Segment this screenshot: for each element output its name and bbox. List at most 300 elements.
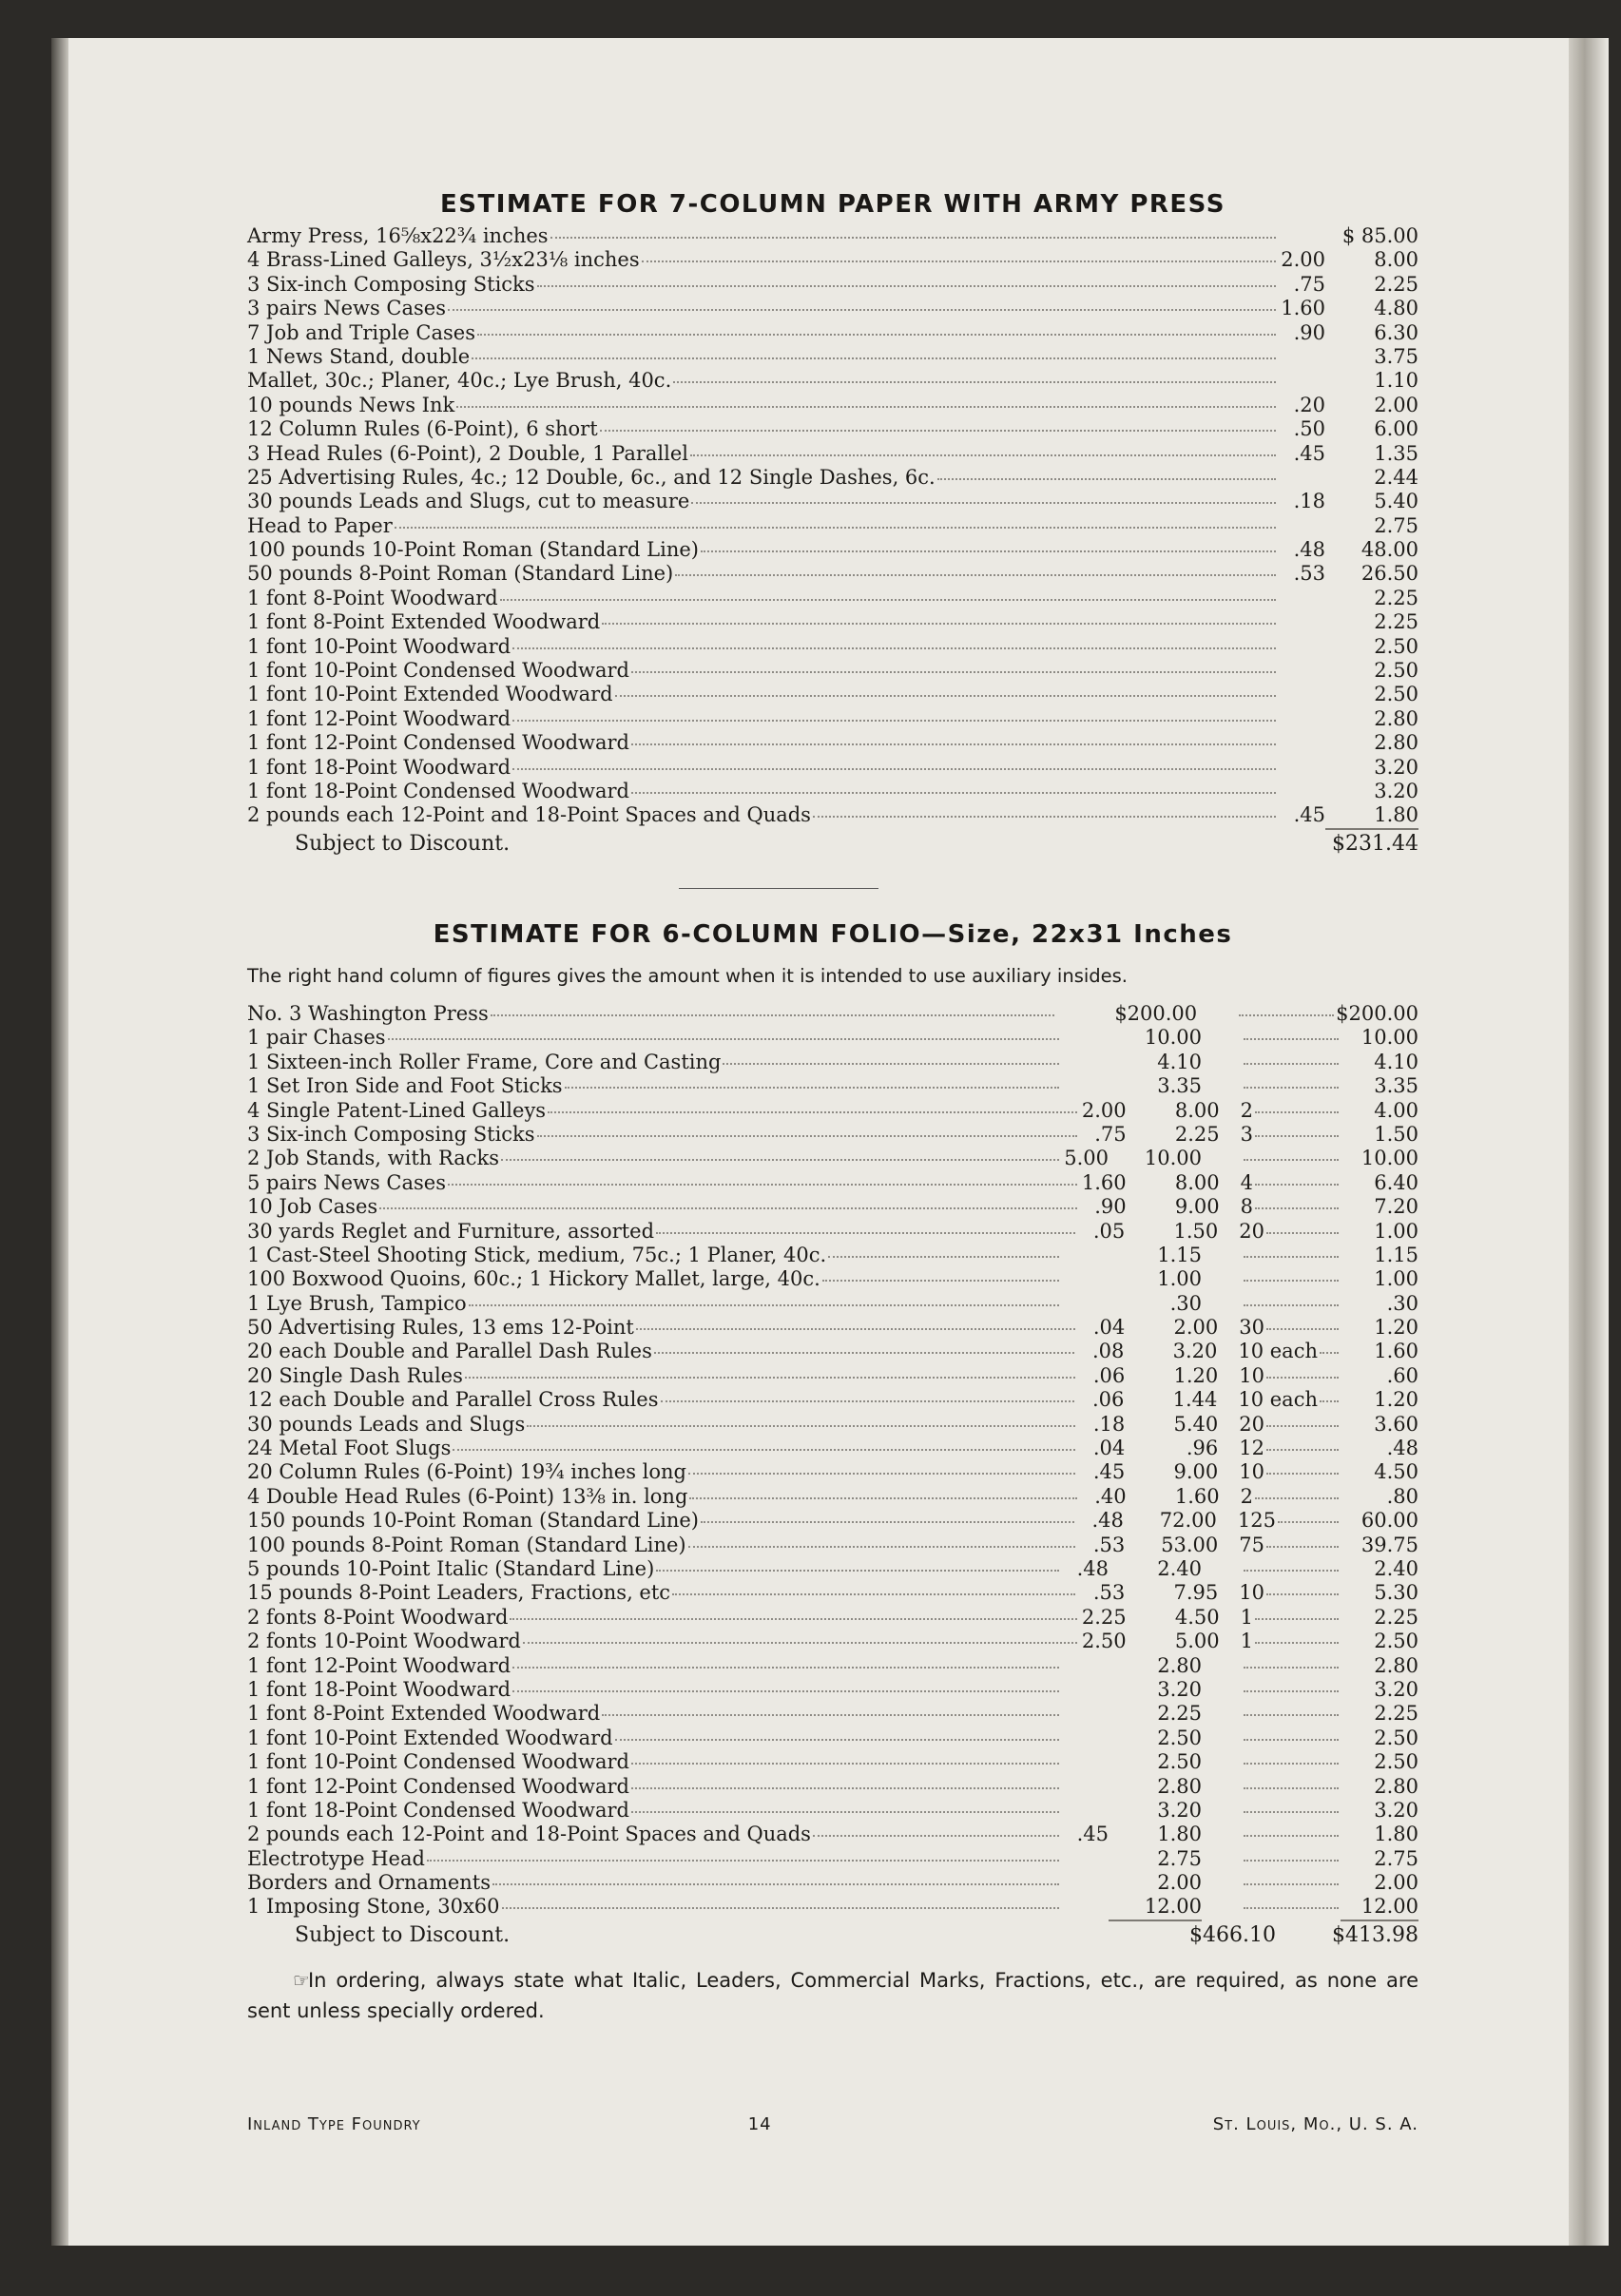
dot-leader [465, 1377, 1075, 1379]
unit-price: 2.00 [1281, 248, 1325, 272]
dot-leader [1244, 1883, 1339, 1885]
dot-leader [472, 357, 1276, 359]
item-description: 50 Advertising Rules, 13 ems 12-Point [247, 1316, 634, 1340]
table-row [247, 635, 1418, 659]
line-amount: 2.80 [1374, 731, 1418, 755]
dot-leader [1266, 1328, 1339, 1330]
table-row [247, 1678, 1418, 1702]
dot-leader [600, 430, 1276, 432]
table-row [247, 514, 1418, 538]
line-amount: 4.50 [1174, 1605, 1220, 1629]
item-description: 1 Sixteen-inch Roller Frame, Core and Casting [247, 1050, 722, 1073]
table-row [247, 1895, 1418, 1919]
auxiliary-amount: 60.00 [1360, 1509, 1418, 1533]
auxiliary-quantity: 1 [1240, 1605, 1253, 1629]
line-amount: 72.00 [1159, 1509, 1217, 1533]
dot-leader [828, 1256, 1059, 1258]
table-row [247, 345, 1418, 369]
line-amount: 8.00 [1374, 248, 1418, 272]
auxiliary-amount: 1.80 [1374, 1823, 1418, 1846]
dot-leader [673, 381, 1276, 383]
table-row [247, 1702, 1418, 1726]
table-row [247, 659, 1418, 683]
item-description: 1 font 8-Point Woodward [247, 586, 498, 609]
line-amount: 3.20 [1157, 1798, 1202, 1822]
item-description: 30 yards Reglet and Furniture, assorted [247, 1219, 655, 1243]
dot-leader [656, 1232, 1075, 1234]
dot-leader [548, 1111, 1077, 1113]
line-amount: 2.00 [1157, 1871, 1202, 1895]
table-row [247, 224, 1418, 248]
dot-leader [1244, 1304, 1339, 1306]
item-description: 3 Six-inch Composing Sticks [247, 1122, 535, 1146]
dot-leader [1320, 1352, 1339, 1354]
dot-leader [615, 1739, 1059, 1741]
line-amount: .30 [1169, 1291, 1202, 1315]
unit-price: .04 [1092, 1316, 1126, 1340]
line-amount: 7.95 [1173, 1581, 1219, 1605]
subject-to-discount-label: Subject to Discount. [295, 831, 511, 856]
line-amount: 12.00 [1109, 1895, 1202, 1920]
line-amount: 2.25 [1174, 1122, 1220, 1146]
auxiliary-amount: 1.00 [1374, 1219, 1418, 1243]
table-row [247, 369, 1418, 393]
unit-price: .48 [1076, 1556, 1109, 1580]
line-amount: 5.40 [1173, 1412, 1219, 1436]
item-description: 2 Job Stands, with Racks [247, 1147, 500, 1170]
dot-leader [448, 309, 1276, 311]
table-row [247, 1123, 1418, 1147]
dot-leader [527, 1425, 1075, 1427]
line-amount: 3.20 [1172, 1340, 1218, 1363]
unit-price: .18 [1293, 490, 1325, 513]
line-amount: 8.00 [1174, 1170, 1220, 1194]
item-description: 30 pounds Leads and Slugs, cut to measure [247, 490, 690, 513]
item-description: 1 font 12-Point Woodward [247, 1653, 511, 1677]
line-amount: 2.50 [1157, 1750, 1202, 1774]
dot-leader [1320, 1400, 1339, 1402]
dot-leader [1255, 1497, 1339, 1499]
auxiliary-amount: 10.00 [1360, 1026, 1418, 1050]
line-amount: 48.00 [1360, 538, 1418, 562]
auxiliary-quantity: 1 [1240, 1630, 1253, 1653]
unit-price: .90 [1094, 1195, 1127, 1219]
table-row [247, 562, 1418, 586]
line-amount: 9.00 [1173, 1460, 1219, 1484]
dot-leader [631, 792, 1276, 794]
line-amount: 5.00 [1174, 1630, 1220, 1653]
auxiliary-amount: 4.10 [1374, 1050, 1418, 1073]
dot-leader [512, 1667, 1059, 1669]
item-description: 2 fonts 10-Point Woodward [247, 1630, 521, 1653]
dot-leader [1266, 1593, 1339, 1595]
unit-price: .45 [1092, 1460, 1126, 1484]
line-amount: 2.80 [1374, 706, 1418, 730]
dot-leader [1244, 1280, 1339, 1282]
dot-leader [937, 478, 1276, 480]
dot-leader [1266, 1449, 1339, 1451]
line-amount: 2.50 [1374, 683, 1418, 706]
auxiliary-quantity: 75 [1239, 1533, 1264, 1556]
auxiliary-amount: 4.50 [1374, 1460, 1418, 1484]
auxiliary-amount: 1.20 [1374, 1316, 1418, 1340]
item-description: 2 fonts 8-Point Woodward [247, 1605, 509, 1629]
item-description: 50 pounds 8-Point Roman (Standard Line) [247, 562, 674, 586]
table-row [247, 1557, 1418, 1581]
unit-price: .45 [1293, 803, 1325, 827]
auxiliary-amount: 2.25 [1374, 1605, 1418, 1629]
auxiliary-amount: 2.00 [1374, 1871, 1418, 1895]
item-description: 5 pairs News Cases [247, 1170, 447, 1194]
auxiliary-quantity: 4 [1240, 1170, 1253, 1194]
line-amount: 53.00 [1161, 1533, 1219, 1556]
line-amount: 2.75 [1374, 513, 1418, 537]
dot-leader [1255, 1111, 1339, 1113]
table-row [247, 780, 1418, 803]
dot-leader [565, 1087, 1059, 1089]
dot-leader [1255, 1642, 1339, 1644]
table-row [247, 1292, 1418, 1316]
dot-leader [631, 743, 1276, 745]
auxiliary-quantity: 10 [1239, 1581, 1264, 1605]
item-description: 1 Imposing Stone, 30x60 [247, 1895, 500, 1919]
unit-price: .45 [1293, 441, 1325, 465]
item-description: Electrotype Head [247, 1846, 425, 1870]
dot-leader [523, 1642, 1077, 1644]
table-row [247, 466, 1418, 490]
unit-price: .48 [1091, 1509, 1124, 1533]
unit-price: .04 [1092, 1437, 1126, 1460]
dot-leader [512, 720, 1276, 722]
footer-publisher: Inland Type Foundry [247, 2114, 421, 2134]
table-row [247, 442, 1418, 466]
auxiliary-amount: 3.35 [1374, 1074, 1418, 1098]
line-amount: 3.20 [1374, 755, 1418, 779]
page-number: 14 [747, 2114, 772, 2134]
estimate-6-column-table [247, 1002, 1418, 1920]
auxiliary-amount: 1.15 [1374, 1243, 1418, 1266]
dot-leader [469, 1304, 1059, 1306]
line-amount: 2.50 [1374, 659, 1418, 683]
unit-price: .50 [1293, 417, 1325, 441]
dot-leader [427, 1860, 1059, 1862]
dot-leader [689, 1497, 1076, 1499]
unit-price: .48 [1293, 538, 1325, 562]
dot-leader [510, 1618, 1076, 1620]
item-description: 25 Advertising Rules, 4c.; 12 Double, 6c., and 12 Single Dashes, 6c. [247, 465, 936, 489]
dot-leader [615, 695, 1276, 697]
item-description: 1 Lye Brush, Tampico [247, 1291, 467, 1315]
auxiliary-quantity: 10 each [1238, 1340, 1318, 1363]
dot-leader [1244, 1038, 1339, 1040]
dot-leader [1255, 1184, 1339, 1186]
line-amount: .96 [1186, 1437, 1219, 1460]
dot-leader [631, 671, 1276, 673]
table-row [247, 683, 1418, 706]
line-amount: 1.80 [1157, 1823, 1202, 1846]
estimate-6-column-total-auxiliary: $413.98 [1332, 1922, 1418, 1947]
auxiliary-quantity: 2 [1240, 1484, 1253, 1508]
item-description: 12 Column Rules (6-Point), 6 short [247, 417, 598, 441]
unit-price: .20 [1293, 393, 1325, 416]
line-amount: 1.35 [1374, 441, 1418, 465]
unit-price: .06 [1091, 1388, 1125, 1412]
line-amount: 1.50 [1173, 1219, 1219, 1243]
dot-leader [631, 1787, 1059, 1789]
item-description: 1 font 18-Point Woodward [247, 1677, 511, 1701]
line-amount: 4.80 [1374, 297, 1418, 320]
table-row [247, 1267, 1418, 1291]
dot-leader [813, 816, 1276, 818]
table-row [247, 1099, 1418, 1123]
auxiliary-quantity: 12 [1239, 1437, 1264, 1460]
table-row [247, 1871, 1418, 1895]
item-description: 30 pounds Leads and Slugs [247, 1412, 526, 1436]
table-row [247, 731, 1418, 755]
dot-leader [456, 406, 1276, 408]
page-footer [247, 2114, 1418, 2134]
line-amount: 6.00 [1374, 417, 1418, 441]
table-row [247, 1437, 1418, 1460]
item-description: 1 News Stand, double [247, 344, 471, 368]
ordering-note [247, 1965, 1418, 2026]
dot-leader [550, 237, 1276, 239]
dot-leader [1244, 1063, 1339, 1065]
table-row [247, 1413, 1418, 1437]
dot-leader [512, 768, 1276, 770]
line-amount: 2.00 [1374, 393, 1418, 416]
auxiliary-amount: 4.00 [1374, 1098, 1418, 1122]
estimate-6-column-total: $466.10 [1189, 1922, 1276, 1947]
dot-leader [654, 1352, 1075, 1354]
table-row [247, 610, 1418, 634]
dot-leader [688, 1546, 1076, 1548]
dot-leader [448, 1184, 1077, 1186]
item-description: 4 Single Patent-Lined Galleys [247, 1098, 547, 1122]
dot-leader [1244, 1907, 1339, 1909]
auxiliary-quantity: 125 [1237, 1509, 1276, 1533]
dot-leader [1255, 1618, 1339, 1620]
auxiliary-amount: 2.80 [1374, 1653, 1418, 1677]
unit-price: .08 [1091, 1340, 1125, 1363]
page-edge [51, 38, 68, 2246]
auxiliary-amount: 7.20 [1374, 1195, 1418, 1219]
estimate-7-column-table [247, 224, 1418, 828]
table-row [247, 394, 1418, 417]
dot-leader [1244, 1256, 1339, 1258]
unit-price: .45 [1076, 1823, 1109, 1846]
item-description: 1 pair Chases [247, 1026, 386, 1050]
estimate-6-column-subtotal-row [247, 1921, 1418, 1950]
table-row [247, 1509, 1418, 1533]
auxiliary-insides-note: The right hand column of figures gives the amount when it is intended to use auxiliary insides. [247, 965, 1129, 987]
item-description: 1 font 18-Point Woodward [247, 755, 511, 779]
estimate-7-column [247, 190, 1418, 859]
dot-leader [1266, 1425, 1339, 1427]
line-amount: 4.10 [1157, 1050, 1202, 1073]
table-row [247, 1002, 1418, 1026]
unit-price: 2.50 [1081, 1630, 1127, 1653]
line-amount: 1.15 [1157, 1243, 1202, 1266]
dot-leader [822, 1280, 1059, 1282]
unit-price: .53 [1293, 562, 1325, 586]
item-description: 15 pounds 8-Point Leaders, Fractions, etc [247, 1581, 671, 1605]
item-description: 1 font 10-Point Condensed Woodward [247, 659, 630, 683]
dot-leader [661, 1400, 1075, 1402]
line-amount: 8.00 [1174, 1098, 1220, 1122]
line-amount: 2.25 [1374, 272, 1418, 296]
auxiliary-quantity: 10 [1239, 1460, 1264, 1484]
auxiliary-amount: 1.00 [1374, 1267, 1418, 1291]
auxiliary-amount: 1.60 [1374, 1340, 1418, 1363]
item-description: 100 pounds 8-Point Roman (Standard Line) [247, 1533, 686, 1556]
item-description: 1 font 10-Point Condensed Woodward [247, 1750, 630, 1774]
estimate-6-column [247, 920, 1418, 2026]
unit-price: 5.00 [1064, 1147, 1109, 1170]
auxiliary-amount: 3.20 [1374, 1677, 1418, 1701]
item-description: 3 Six-inch Composing Sticks [247, 272, 535, 296]
table-row [247, 1364, 1418, 1388]
item-description: 1 font 12-Point Woodward [247, 706, 511, 730]
dot-leader [1266, 1546, 1339, 1548]
item-description: 1 font 18-Point Condensed Woodward [247, 779, 630, 802]
dot-leader [537, 1135, 1077, 1137]
table-row [247, 1220, 1418, 1244]
unit-price: .40 [1094, 1484, 1127, 1508]
item-description: 4 Brass-Lined Galleys, 3½x23⅛ inches [247, 248, 640, 272]
dot-leader [701, 1521, 1074, 1523]
table-row [247, 587, 1418, 610]
pointing-hand-icon: ☞ [293, 1968, 308, 1992]
item-description: 1 Cast-Steel Shooting Stick, medium, 75c.; 1 Planer, 40c. [247, 1243, 827, 1266]
auxiliary-amount: 2.50 [1374, 1726, 1418, 1749]
auxiliary-amount: .80 [1386, 1484, 1418, 1508]
dot-leader [672, 1593, 1075, 1595]
table-row [247, 1485, 1418, 1509]
item-description: 20 Single Dash Rules [247, 1363, 463, 1387]
dot-leader [690, 454, 1276, 456]
item-description: 1 font 12-Point Condensed Woodward [247, 731, 630, 755]
spine-shade [1569, 38, 1609, 2246]
table-row [247, 1051, 1418, 1074]
dot-leader [602, 623, 1276, 625]
dot-leader [453, 1449, 1075, 1451]
dot-leader [1244, 1667, 1339, 1669]
auxiliary-amount: 3.20 [1374, 1798, 1418, 1822]
item-description: 150 pounds 10-Point Roman (Standard Line) [247, 1509, 699, 1533]
unit-price: .53 [1092, 1533, 1126, 1556]
item-description: 12 each Double and Parallel Cross Rules [247, 1388, 659, 1412]
item-description: 1 font 8-Point Extended Woodward [247, 610, 601, 634]
dot-leader [1244, 1570, 1339, 1572]
line-amount: 1.60 [1174, 1484, 1220, 1508]
item-description: 24 Metal Foot Slugs [247, 1437, 452, 1460]
auxiliary-quantity: 20 [1239, 1412, 1264, 1436]
table-row [247, 490, 1418, 513]
dot-leader [501, 1159, 1059, 1161]
unit-price: .18 [1092, 1412, 1126, 1436]
dot-leader [1244, 1159, 1339, 1161]
dot-leader [688, 1473, 1075, 1475]
dot-leader [395, 527, 1276, 529]
dot-leader [1255, 1135, 1339, 1137]
unit-price: .75 [1293, 272, 1325, 296]
table-row [247, 248, 1418, 272]
item-description: 1 font 18-Point Condensed Woodward [247, 1798, 630, 1822]
dot-leader [537, 285, 1276, 287]
unit-price: .53 [1092, 1581, 1126, 1605]
dot-leader [723, 1063, 1059, 1065]
item-description: 20 Column Rules (6-Point) 19¾ inches long [247, 1460, 686, 1484]
item-description: 100 Boxwood Quoins, 60c.; 1 Hickory Mallet, large, 40c. [247, 1267, 820, 1291]
auxiliary-amount: 1.20 [1374, 1388, 1418, 1412]
table-row [247, 707, 1418, 731]
dot-leader [500, 599, 1276, 601]
table-row [247, 1799, 1418, 1823]
unit-price: .75 [1094, 1122, 1127, 1146]
dot-leader [602, 1714, 1059, 1716]
line-amount: 9.00 [1174, 1195, 1220, 1219]
ordering-note-text: In ordering, always state what Italic, Leaders, Commercial Marks, Fractions, etc., are required, as none are sent unless specially ordered. [247, 1968, 1418, 2022]
auxiliary-amount: 2.80 [1374, 1774, 1418, 1798]
section-divider [679, 888, 878, 889]
item-description: 2 pounds each 12-Point and 18-Point Spaces and Quads [247, 803, 811, 827]
line-amount: $200.00 [1114, 1002, 1198, 1025]
dot-leader [512, 1690, 1059, 1692]
dot-leader [1278, 1521, 1339, 1523]
table-row [247, 1654, 1418, 1678]
dot-leader [1244, 1860, 1339, 1862]
line-amount: 3.20 [1374, 779, 1418, 802]
line-amount: 2.25 [1157, 1702, 1202, 1726]
dot-leader [813, 1835, 1059, 1837]
dot-leader [1244, 1811, 1339, 1813]
unit-price: 2.25 [1081, 1605, 1127, 1629]
estimate-7-column-subtotal-row [247, 830, 1418, 859]
auxiliary-amount: 12.00 [1341, 1895, 1418, 1920]
auxiliary-quantity: 20 [1239, 1219, 1264, 1243]
auxiliary-quantity: 10 each [1238, 1388, 1318, 1412]
table-row [247, 1340, 1418, 1363]
line-amount: 1.80 [1325, 803, 1418, 829]
line-amount: 2.25 [1374, 586, 1418, 609]
book-page [68, 38, 1569, 2246]
table-row [247, 803, 1418, 827]
line-amount: 2.75 [1157, 1846, 1202, 1870]
dot-leader [631, 1811, 1059, 1813]
line-amount: 26.50 [1360, 562, 1418, 586]
table-row [247, 321, 1418, 345]
estimate-6-column-title: ESTIMATE FOR 6-COLUMN FOLIO—Size, 22x31 Inches [433, 920, 1233, 949]
line-amount: 3.75 [1374, 344, 1418, 368]
line-amount: 1.10 [1374, 369, 1418, 393]
item-description: 1 font 10-Point Extended Woodward [247, 683, 613, 706]
item-description: Army Press, 16⅝x22¾ inches [247, 224, 549, 247]
item-description: 20 each Double and Parallel Dash Rules [247, 1340, 652, 1363]
auxiliary-quantity: 3 [1240, 1122, 1253, 1146]
auxiliary-amount: 39.75 [1360, 1533, 1418, 1556]
dot-leader [502, 1907, 1059, 1909]
item-description: 7 Job and Triple Cases [247, 320, 475, 344]
item-description: 4 Double Head Rules (6-Point) 13⅜ in. long [247, 1484, 688, 1508]
item-description: Head to Paper [247, 513, 393, 537]
estimate-7-column-title: ESTIMATE FOR 7-COLUMN PAPER WITH ARMY PRESS [440, 190, 1225, 219]
item-description: 1 font 8-Point Extended Woodward [247, 1702, 601, 1726]
item-description: 10 Job Cases [247, 1195, 378, 1219]
unit-price: 1.60 [1081, 1170, 1127, 1194]
unit-price: 1.60 [1281, 297, 1325, 320]
line-amount: $ 85.00 [1341, 224, 1418, 247]
